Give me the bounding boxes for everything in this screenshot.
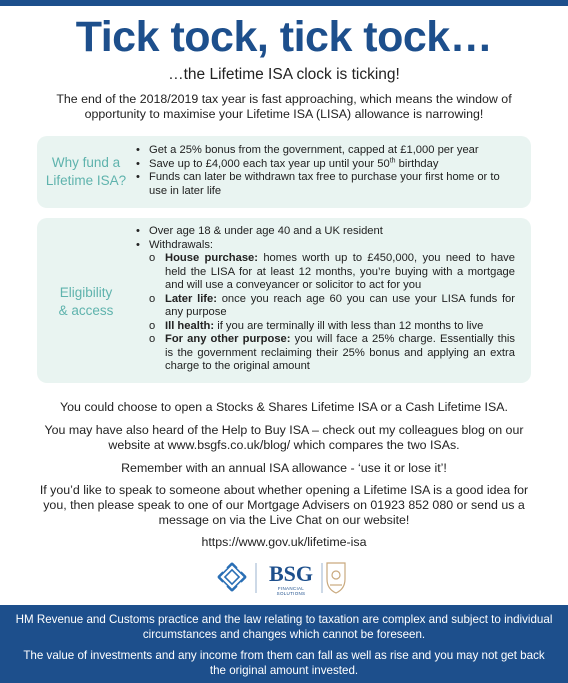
why-fund-panel [37,136,531,208]
gov-link[interactable]: https://www.gov.uk/lifetime-isa [201,535,367,549]
knot-logo-icon [218,563,246,591]
eligibility-label [43,284,129,320]
withdrawal-item: o Ill health: if you are terminally ill with less than 12 months to live [149,320,515,334]
why-bullet: • Get a 25% bonus from the government, capped at £1,000 per year [135,144,511,158]
brand-logo-text: BSG [268,561,314,586]
brand-logo-subtext: FINANCIAL SOLUTIONS [276,586,306,596]
crest-logo-icon [327,563,345,593]
why-bullet: • Funds can later be withdrawn tax free to purchase your first home or to use in later life [135,171,511,198]
why-bullet: • Save up to £4,000 each tax year up until your 50th birthday [135,158,511,172]
logo-strip [0,557,568,597]
eligibility-bullets [135,225,515,374]
use-it-or-lose-it-paragraph: Remember with an annual ISA allowance - ‘use it or lose it’! [121,461,447,475]
eligibility-label-line2: & access [58,303,114,318]
intro-paragraph: The end of the 2018/2019 tax year is fast approaching, which means the window of opportunity to maximise your Lifetime ISA (LISA) allowance is narrowing! [56,92,512,121]
eligibility-panel [37,218,531,383]
disclaimer-footer [0,605,568,683]
page-subtitle: …the Lifetime ISA clock is ticking! [168,66,400,83]
investment-disclaimer: The value of investments and any income from them can fall as well as rise and you may not get back the original amount invested. [23,649,545,677]
contact-paragraph: If you’d like to speak to someone about whether opening a Lifetime ISA is a good idea for you, then please speak to one of our Mortgage Advisers on 01923 852 080 or send us a message on via the Live Chat on our website! [39,483,529,527]
why-fund-label-line2: Lifetime ISA? [45,173,127,188]
page-title: Tick tock, tick tock… [75,13,493,61]
eligibility-bullet: • Over age 18 & under age 40 and a UK resident [135,225,515,239]
eligibility-bullet: • Withdrawals: [135,239,515,253]
top-accent-bar [0,0,568,6]
eligibility-label-line1: Eligibility [59,285,113,300]
help-to-buy-paragraph: You may have also heard of the Help to Buy ISA – check out my colleagues blog on our website at www.bsgfs.co.uk/blog/ which compares the two ISAs. [44,423,524,452]
why-fund-bullets [135,144,511,198]
withdrawal-item: o Later life: once you reach age 60 you can use your LISA funds for any purpose [149,293,515,320]
why-fund-label [43,154,129,190]
withdrawal-item: o For any other purpose: you will face a 25% charge. Essentially this is the government reclaiming their 25% bonus and applying an extra charge to the original amount [149,333,515,374]
tax-disclaimer: HM Revenue and Customs practice and the law relating to taxation are complex and subject to individual circumstances and changes which cannot be foreseen. [15,613,553,641]
why-fund-label-line1: Why fund a [51,155,121,170]
isa-types-paragraph: You could choose to open a Stocks & Shares Lifetime ISA or a Cash Lifetime ISA. [60,400,508,414]
withdrawal-item: o House purchase: homes worth up to £450,000, you need to have held the LISA for at least 12 months, you’re buying with a mortgage and will use a conveyancer or solicitor to act for you [149,252,515,293]
